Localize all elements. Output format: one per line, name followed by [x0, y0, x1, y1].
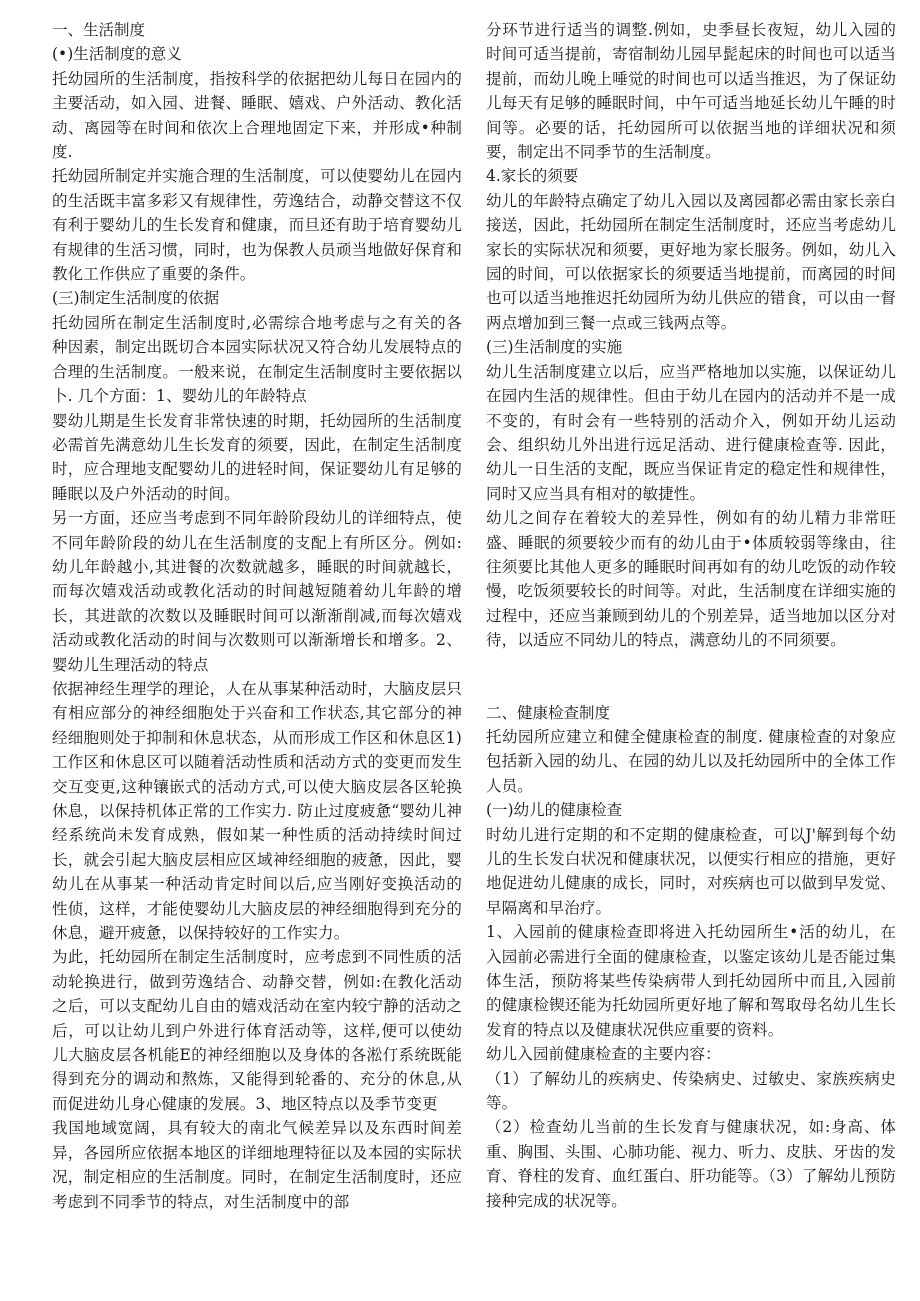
left-column — [52, 18, 462, 1214]
paragraph: 1、入园前的健康检查即将进入托幼园所生•活的幼儿，在入园前必需进行全面的健康检查，以鉴定该幼儿是否能过集体生活，预防将某些传染病带人到托幼园所中而且,入园前的健康检锲还能为托幼园所更好地了解和驾取母名幼儿生长发育的特点以及健康状况供应重要的资料。 — [486, 923, 896, 1039]
paragraph: 为此，托幼园所在制定生活制度时，应考虑到不同性质的活动轮换进行，做到劳逸结合、动静交替，例如:在教化活动之后，可以支配幼儿自由的嬉戏活动在室内较宁静的活动之后，可以让幼儿到户外进行体育活动等，这样,便可以使幼儿大脑皮层各机能E的神经细胞以及身体的各淞仃系统既能得到充分的调动和熬炼，又能得到轮番的、充分的休息,从而促进幼儿身心健康的发展。3、地区特点以及季节变更 — [52, 948, 462, 1113]
section-gap — [486, 653, 896, 701]
paragraph: 依据神经生理学的理论，人在从事某种活动时，大脑皮层只有相应部分的神经细胞处于兴奋和工作状态,其它部分的神经细胞则处于抑制和休息状态，从而形成工作区和休息区1)工作区和休息区可以随着活动性质和活动方式的变更而发生交互变更,这种镶嵌式的活动方式,可以使大脑皮层各区轮换休息，以保持机体正常的工作实力. 防止过度疲惫“婴幼儿神经系统尚未发育成熟，假如某一种性质的活动持续时间过长，就会引起大脑皮层相应区域神经细胞的疲惫，因此，婴幼儿在从事某一种活动肯定时间以后,应当刚好变换活动的性侦，这样，才能使婴幼儿大脑皮层的神经细胞得到充分的休息，避开疲惫，以保持较好的工作实力。 — [52, 679, 462, 943]
paragraph: （1）了解幼儿的疾病史、传染病史、过敏史、家族疾病史等。 — [486, 1069, 896, 1113]
paragraph: 另一方面，还应当考虑到不同年龄阶段幼儿的详细特点，使不同年龄阶段的幼儿在生活制度的支配上有所区分。例如:幼儿年龄越小,其进餐的次数就越多，睡眠的时间就越长，而每次嬉戏活动或教化活动的时间越短随着幼儿年龄的增长，其进歆的次数以及睡眠时间可以渐渐削减,而每次嬉戏活动或教化活动的时间与次数则可以渐渐增长和增多。2、婴幼儿生理活动的特点 — [52, 509, 462, 674]
section-heading: (三)生活制度的实施 — [486, 338, 623, 357]
paragraph: 分环节进行适当的调整.例如，史季昼长夜短，幼儿入园的时间可适当提前，寄宿制幼儿园早髭起床的时间也可以适当提前，而幼儿晚上唾觉的时间也可以适当推迟，为了保证幼儿每天有足够的睡眠时间，中午可适当地延长幼儿午睡的时间等。必要的话，托幼园所可以依据当地的详细状况和须要，制定出不同季节的生活制度。 — [486, 21, 896, 162]
section-heading: (一)幼儿的健康检查 — [486, 801, 623, 820]
section-heading: 二、健康检查制度 — [486, 703, 611, 722]
section-heading: (三)制定生活制度的依据 — [52, 289, 220, 308]
section-heading: 4.家长的须要 — [486, 167, 579, 186]
paragraph: 婴幼儿期是生长发育非常快速的时期，托幼园所的生活制度必需首先满意幼儿生长发育的须要，因此，在制定生活制度时，应合理地支配婴幼儿的进轻时间，保证婴幼儿有足够的睡眠以及户外活动的时间。 — [52, 411, 462, 503]
paragraph: 时幼儿进行定期的和不定期的健康检查，可以J'解到每个幼儿的生长发白状况和健康状况，以便实行相应的措施，更好地促进幼儿健康的成长，同时，对疾病也可以做到早发觉、早隔离和早治疗。 — [486, 825, 896, 917]
section-heading: (•)生活制度的意义 — [52, 45, 182, 64]
section-heading: 一、生活制度 — [52, 21, 146, 39]
paragraph: 托幼园所的生活制度，指按科学的依据把幼儿每日在园内的主要活动，如入园、进餐、睡眠、嬉戏、户外活动、教化活动、离园等在时间和依次上合理地固定下来，并形成•种制度. — [52, 69, 462, 162]
paragraph: 我国地域宽阔，具有较大的南北气候差异以及东西时间差异，各园所应依据本地区的详细地理特征以及本园的实际状况，制定相应的生活制度。同时，在制定生活制度时，还应考虑到不同季节的特点，对生活制度中的部 — [52, 1119, 462, 1211]
paragraph: 托幼园所制定并实施合理的生活制度，可以使婴幼儿在园内的生活既丰富多彩又有规律性，劳逸结合，动静交替这不仅有利于婴幼儿的生长发育和健康，而旦还有助于培育婴幼儿有规律的生活习惯，同时，也为保教人员顽当地做好保育和教化工作供应了重要的条件。 — [52, 167, 462, 284]
paragraph: 托幼园所应建立和健全健康检查的制度. 健康检查的对象应包括新入园的幼儿、在园的幼儿以及托幼园所中的全体工作人员。 — [486, 727, 896, 795]
paragraph: 幼儿生活制度建立以后，应当严格地加以实施，以保证幼儿在园内生活的规律性。但由于幼儿在园内的活动并不是一成不变的，有时会有一些特别的活动介入，例如开幼儿运动会、组织幼儿外出进行远足活动、进行健康检查等. 因此，幼儿一日生活的支配，既应当保证肯定的稳定性和规律性，同时又应当具有相对的敏捷性。 — [486, 362, 896, 503]
paragraph: （2）检查幼儿当前的生长发育与健康状况，如:身高、体重、胸围、头围、心肺功能、视力、听力、皮肤、牙齿的发育、脊柱的发育、血红蛋白、肝功能等。（3）了解幼儿预防接种完成的状况等。 — [486, 1118, 896, 1210]
paragraph: 托幼园所在制定生活制度时,必需综合地考虑与之有关的各种因素，制定出既切合本园实际状况又符合幼儿发展特点的合理的生活制度。一般来说，在制定生活制度时主要依据以卜. 几个方面：1、婴幼儿的年龄特点 — [52, 313, 462, 406]
paragraph: 幼儿的年龄特点确定了幼儿入园以及离园都必需由家长亲白接送，因此，托幼园所在制定生活制度时，还应当考虑幼儿家长的实际状况和须要，更好地为家长服务。例如，幼儿入园的时间，可以依据家长的须要适当地提前，而离园的时间也可以适当地推迟托幼园所为幼儿供应的错食，可以由一督两点增加到三餐一点或三钱两点等。 — [486, 191, 896, 332]
right-column — [486, 18, 896, 1213]
paragraph: 幼儿入园前健康检查的主要内容： — [486, 1045, 721, 1064]
paragraph: 幼儿之间存在着较大的差异性，例如有的幼儿精力非常旺盛、睡眠的须要较少而有的幼儿由于•体质较弱等缘由，往往须要比其他人更多的睡眠时间再如有的幼儿吃饭的动作较慢，吃饭须要较长的时间等。对此，生活制度在详细实施的过程中，还应当兼顾到幼儿的个别差异，适当地加以区分对待，以适应不同幼儿的特点，满意幼儿的不同须要。 — [486, 509, 896, 650]
